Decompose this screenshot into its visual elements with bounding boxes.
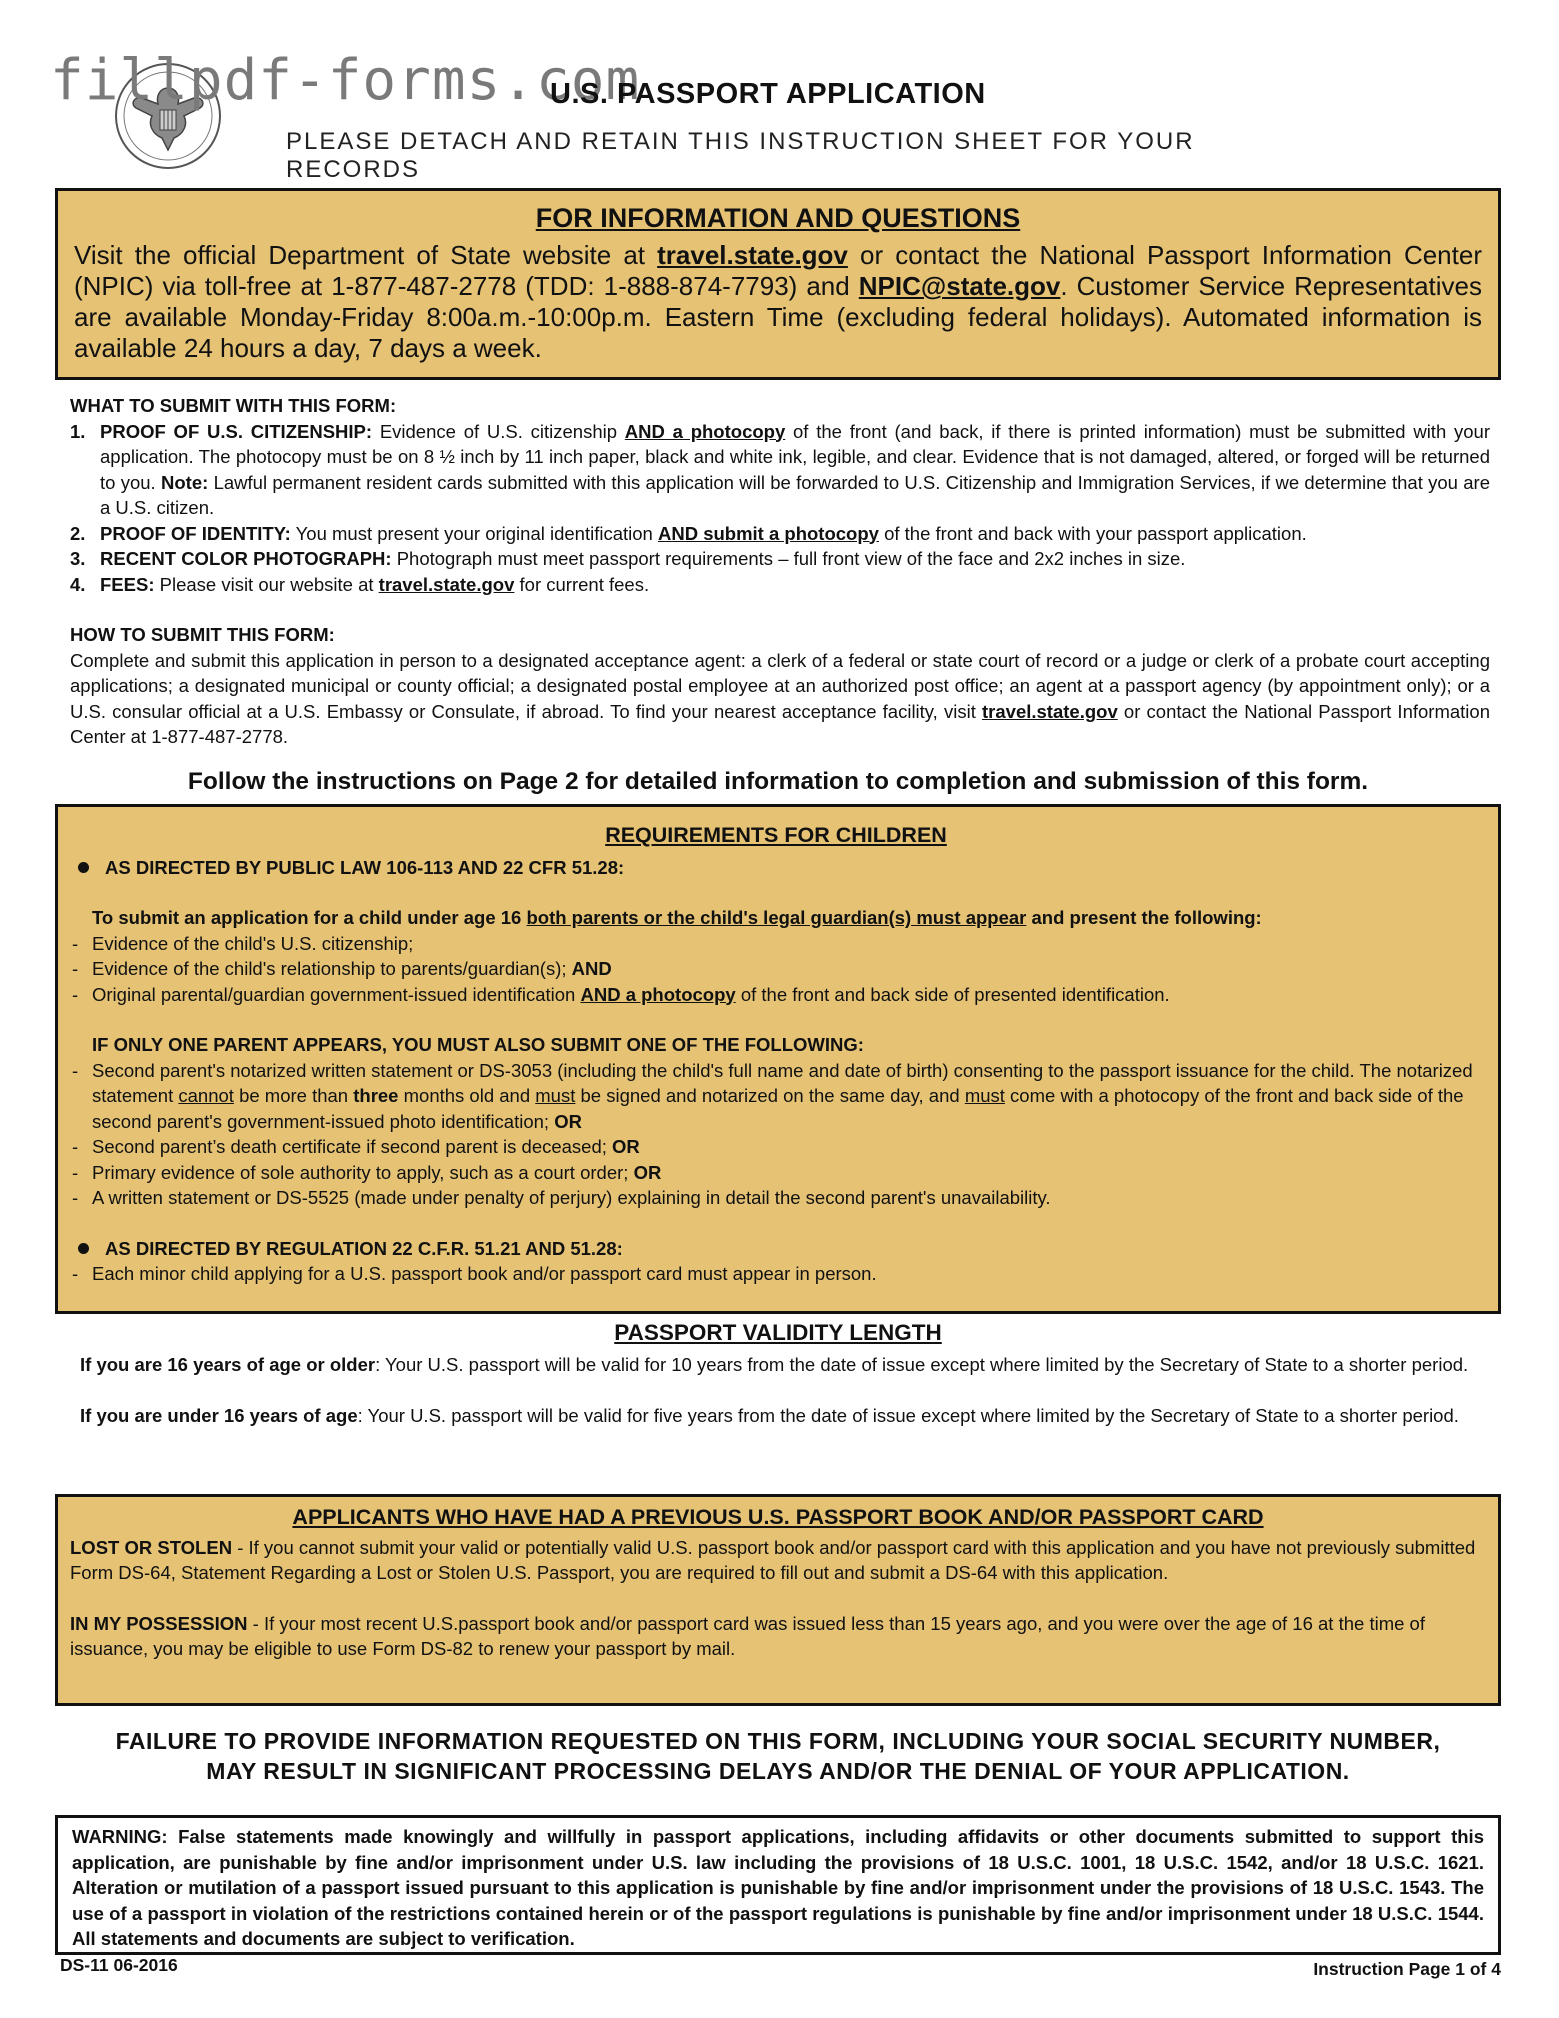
list-item: - Original parental/guardian government-issued identification AND a photocopy of the front and back side of presented identification.	[72, 983, 1170, 1005]
list-item: - Second parent's notarized written statement or DS-3053 (including the child's full name and date of birth) consenting to the passport issuance for the child. The notarized statement cannot be more than three months old and must be signed and notarized on the same day, and must come with a photocopy of the front and back side of the second parent's government-issued photo identification; OR	[72, 1059, 1473, 1132]
how-to-submit-text: Complete and submit this application in person to a designated acceptance agent: a clerk of a federal or state court of record or a judge or clerk of a probate court accepting applications; a designated municipal or county official; a designated postal employee at an authorized post office; an agent at a passport agency (by appointment only); or a U.S. consular official at a U.S. Embassy or Consulate, if abroad. To find your nearest acceptance facility, visit travel.state.gov or contact the National Passport Information Center at 1-877-487-2778.	[70, 649, 1490, 747]
children-heading: REQUIREMENTS FOR CHILDREN	[605, 823, 947, 847]
failure-notice: FAILURE TO PROVIDE INFORMATION REQUESTED ON THIS FORM, INCLUDING YOUR SOCIAL SECURITY NUMBER, MAY RESULT IN SIGNIFICANT PROCESSING DELAYS AND/OR THE DENIAL OF YOUR APPLICATION.	[115, 1728, 1441, 1784]
watermark: fillpdf-forms.com	[50, 48, 641, 113]
what-to-submit-heading: WHAT TO SUBMIT WITH THIS FORM:	[70, 395, 397, 416]
info-text: Visit the official Department of State website at travel.state.gov or contact the National Passport Information Center (NPIC) via toll-free at 1-877-487-2778 (TDD: 1-888-874-7793) and NPIC@state.gov. Customer Service Representatives are available Monday-Friday 8:00a.m.-10:00p.m. Eastern Time (excluding federal holidays). Automated information is available 24 hours a day, 7 days a week.	[74, 240, 1482, 363]
list-item: 4. FEES: Please visit our website at travel.state.gov for current fees.	[70, 573, 650, 595]
in-my-possession: IN MY POSSESSION - If your most recent U.S.passport book and/or passport card was issued less than 15 years ago, and you were over the age of 16 at the time of issuance, you may be eligible to use Form DS-82 to renew your passport by mail.	[70, 1612, 1425, 1659]
validity-minor: If you are under 16 years of age: Your U.S. passport will be valid for five years from the date of issue except where limited by the Secretary of State to a shorter period.	[80, 1404, 1459, 1426]
list-item: - A written statement or DS-5525 (made under penalty of perjury) explaining in detail the second parent's unavailability.	[72, 1187, 1051, 1208]
validity-adult: If you are 16 years of age or older: Your U.S. passport will be valid for 10 years from the date of issue except where limited by the Secretary of State to a shorter period.	[80, 1354, 1469, 1375]
list-item: 1. PROOF OF U.S. CITIZENSHIP: Evidence of U.S. citizenship AND a photocopy of the front (and back, if there is printed information) must be submitted with your application. The photocopy must be on 8 ½ inch by 11 inch paper, black and white ink, legible, and clear. Evidence that is not damaged, altered, or forged will be returned to you. Note: Lawful permanent resident cards submitted with this application will be forwarded to U.S. Citizenship and Immigration Services, if we determine that you are a U.S. citizen.	[70, 420, 1490, 518]
follow-instructions: Follow the instructions on Page 2 for detailed information to completion and submission of this form.	[187, 768, 1369, 795]
bullet-public-law: AS DIRECTED BY PUBLIC LAW 106-113 AND 22 CFR 51.28:	[72, 855, 1480, 881]
info-box	[55, 188, 1501, 380]
list-item: - Primary evidence of sole authority to apply, such as a court order; OR	[72, 1161, 662, 1183]
validity-heading: PASSPORT VALIDITY LENGTH	[614, 1320, 942, 1345]
list-item: 3. RECENT COLOR PHOTOGRAPH: Photograph must meet passport requirements – full front view of the face and 2x2 inches in size.	[70, 548, 1186, 569]
page-title: U.S. PASSPORT APPLICATION	[550, 78, 986, 110]
how-to-submit-section	[70, 622, 1490, 750]
travel-state-gov-link[interactable]: travel.state.gov	[657, 240, 848, 270]
children-intro: To submit an application for a child under age 16 both parents or the child's legal guardian(s) must appear and present the following:	[92, 907, 1262, 928]
validity-section	[80, 1352, 1490, 1428]
list-item: - Each minor child applying for a U.S. passport book and/or passport card must appear in person.	[72, 1263, 877, 1284]
travel-state-gov-link-2[interactable]: travel.state.gov	[982, 700, 1118, 722]
npic-email-link[interactable]: NPIC@state.gov	[858, 271, 1061, 301]
warning-text: WARNING: False statements made knowingly and willfully in passport applications, including affidavits or other documents submitted to support this application, are punishable by fine and/or imprisonment under U.S. law including the provisions of 18 U.S.C. 1001, 18 U.S.C. 1542, and/or 18 U.S.C. 1621. Alteration or mutilation of a passport issued pursuant to this application is punishable by fine and/or imprisonment under the provisions of 18 U.S.C. 1543. The use of a passport in violation of the restrictions contained herein or of the passport regulations is punishable by fine and/or imprisonment under 18 U.S.C. 1544. All statements and documents are subject to verification.	[72, 1826, 1484, 1949]
one-parent-heading: IF ONLY ONE PARENT APPEARS, YOU MUST ALSO SUBMIT ONE OF THE FOLLOWING:	[92, 1034, 864, 1055]
bullet-icon	[78, 862, 89, 873]
info-heading: FOR INFORMATION AND QUESTIONS	[535, 203, 1021, 233]
list-item: 2. PROOF OF IDENTITY: You must present your original identification AND submit a photocopy of the front and back with your passport application.	[70, 522, 1307, 544]
bullet-regulation: AS DIRECTED BY REGULATION 22 C.F.R. 51.21 AND 51.28:	[72, 1236, 1480, 1262]
previous-passport-box	[55, 1494, 1501, 1706]
what-to-submit-section	[70, 393, 1490, 597]
fees-link[interactable]: travel.state.gov	[378, 573, 515, 595]
previous-heading: APPLICANTS WHO HAVE HAD A PREVIOUS U.S. PASSPORT BOOK AND/OR PASSPORT CARD	[292, 1505, 1264, 1529]
page-subtitle: PLEASE DETACH AND RETAIN THIS INSTRUCTION SHEET FOR YOUR RECORDS	[286, 128, 1195, 183]
form-id: DS-11 06-2016	[60, 1955, 178, 1975]
warning-box	[55, 1815, 1501, 1955]
children-requirements-box	[55, 804, 1501, 1314]
list-item: - Second parent’s death certificate if second parent is deceased; OR	[72, 1136, 640, 1157]
list-item: - Evidence of the child's relationship to parents/guardian(s); AND	[72, 958, 612, 979]
list-item: - Evidence of the child's U.S. citizenship;	[72, 932, 414, 954]
lost-or-stolen: LOST OR STOLEN - If you cannot submit your valid or potentially valid U.S. passport book and/or passport card with this application and you have not previously submitted Form DS-64, Statement Regarding a Lost or Stolen U.S. Passport, you are required to fill out and submit a DS-64 with this application.	[70, 1536, 1476, 1583]
how-to-submit-heading: HOW TO SUBMIT THIS FORM:	[70, 624, 335, 645]
page-number: Instruction Page 1 of 4	[1313, 1959, 1501, 1979]
bullet-icon	[78, 1243, 89, 1254]
